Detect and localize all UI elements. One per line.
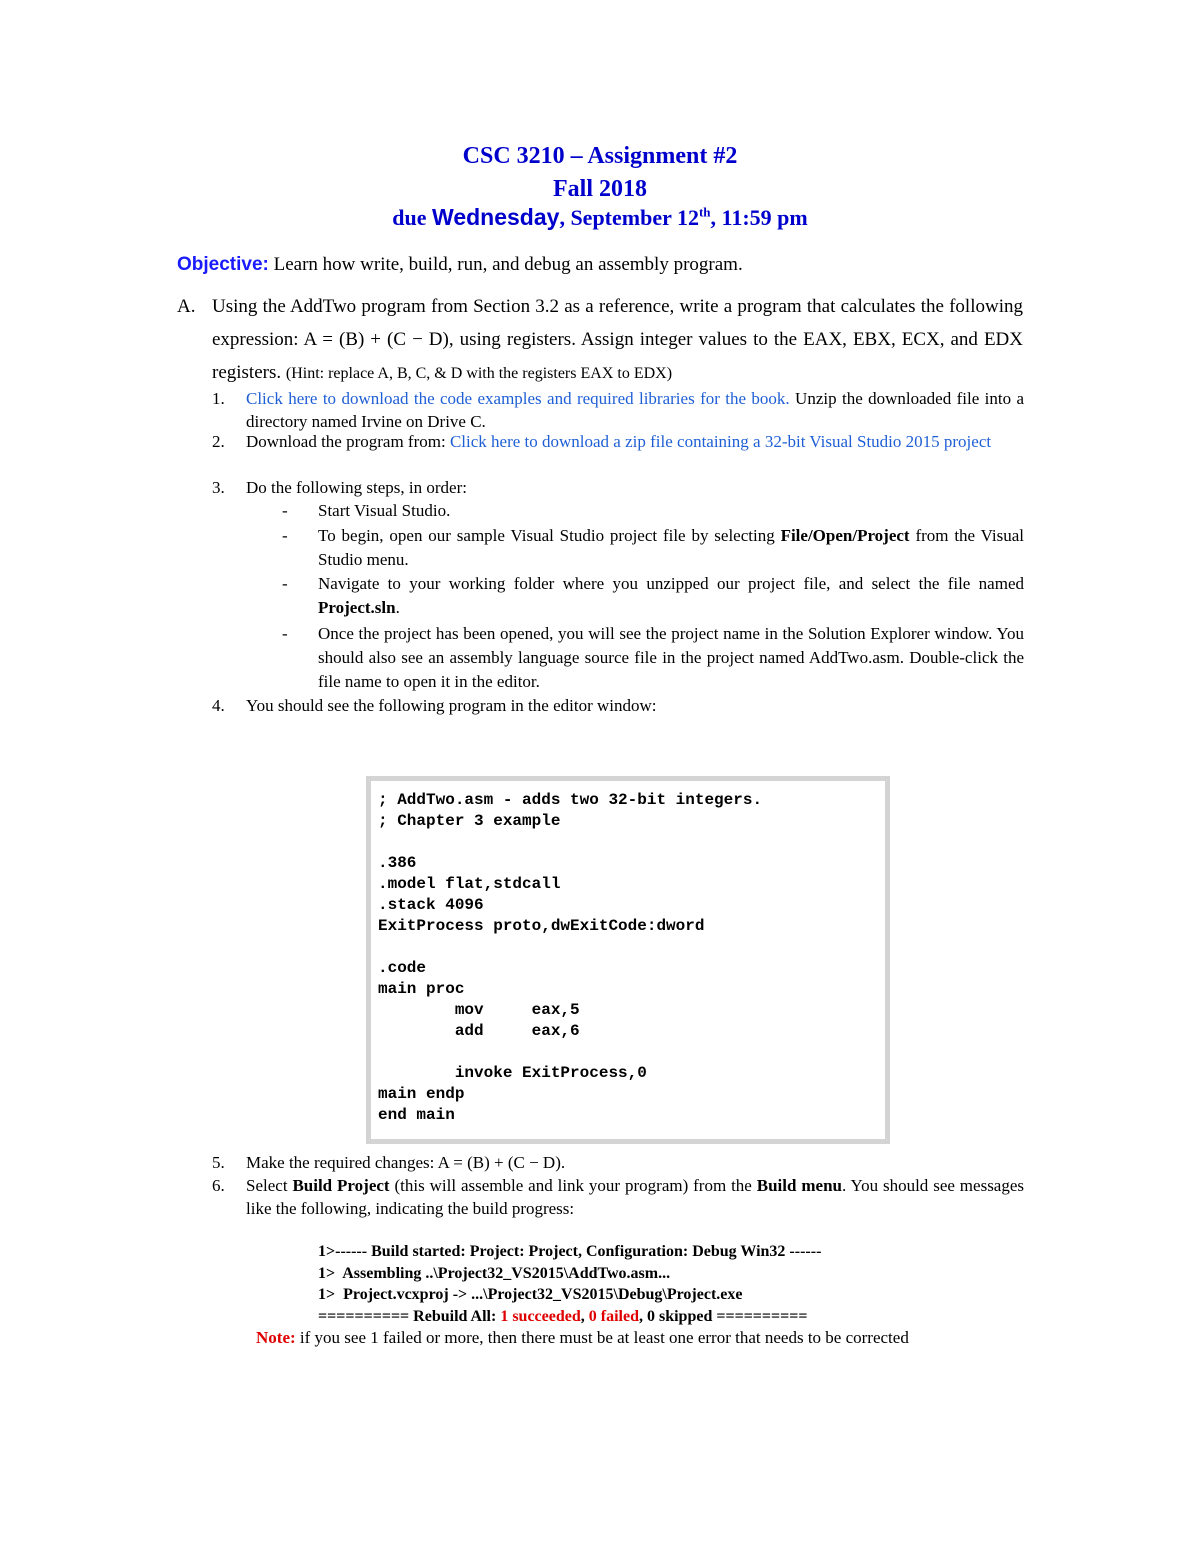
due-day: Wednesday: [432, 204, 560, 230]
substep-2-body: [318, 524, 1024, 572]
rebuild-prefix: ========== Rebuild All:: [318, 1308, 501, 1325]
due-time: , 11:59 pm: [710, 205, 808, 230]
substep-2-post: from the Visual Studio menu.: [318, 526, 1025, 569]
step-5: [212, 1151, 1024, 1174]
part-a: [177, 290, 1023, 390]
part-a-text: Using the AddTwo program from Section 3.2 as a reference, write a program that calculates the following expression: A = (B) + (C − D), using registers. Assign integer values to the EAX, EBX, ECX, and EDX registers.: [212, 296, 1023, 383]
step-4: [212, 694, 1024, 717]
rebuild-separator: ,: [580, 1308, 589, 1325]
build-menu-name: Build menu: [756, 1176, 842, 1195]
due-date: [0, 204, 1200, 231]
step-3-number: 3.: [212, 478, 225, 497]
step-6-pre: Select: [246, 1176, 293, 1195]
note-label: Note:: [256, 1328, 296, 1347]
substep-3-body: [318, 572, 1024, 620]
substep-dash: -: [282, 624, 288, 643]
build-project-command: Build Project: [292, 1176, 390, 1195]
substep-1-text: Start Visual Studio.: [318, 501, 451, 520]
build-output-line-3: 1> Project.vcxproj -> ...\Project32_VS2015\Debug\Project.exe: [318, 1286, 743, 1303]
part-a-letter: A.: [177, 296, 196, 317]
step-6-body: [246, 1174, 1024, 1220]
note: [256, 1328, 909, 1348]
objective-label: Objective:: [177, 254, 269, 275]
succeeded-count: 1 succeeded: [500, 1308, 581, 1325]
step-2-number: 2.: [212, 432, 225, 451]
code-listing: ; AddTwo.asm - adds two 32-bit integers. ; Chapter 3 example .386 .model flat,stdcall .stack 4096 ExitProcess proto,dwExitCode:dword .code main proc mov eax,5 add eax,6 invoke ExitProcess,0 main endp end main: [378, 791, 763, 1124]
rebuild-suffix: , 0 skipped ==========: [638, 1308, 808, 1325]
substep-dash: -: [282, 501, 288, 520]
due-prefix: due: [392, 205, 433, 230]
substep-4: [282, 622, 1024, 694]
substep-3: [282, 572, 1024, 620]
due-date-text: , September 12: [559, 205, 699, 230]
substep-dash: -: [282, 574, 288, 593]
step-2-body: [246, 430, 1024, 453]
substep-2: [282, 524, 1024, 572]
step-2: [212, 430, 1024, 453]
due-date-suffix: th: [698, 204, 711, 220]
step-4-text: You should see the following program in the editor window:: [246, 696, 657, 715]
download-book-libraries-link[interactable]: Click here to download the code examples and required libraries for the book.: [246, 389, 790, 408]
build-output-line-1: 1>------ Build started: Project: Project, Configuration: Debug Win32 ------: [318, 1243, 822, 1260]
part-a-hint: (Hint: replace A, B, C, & D with the registers EAX to EDX): [285, 365, 673, 382]
build-output-line-2: 1> Assembling ..\Project32_VS2015\AddTwo.asm...: [318, 1265, 671, 1282]
substep-3-post: .: [395, 598, 400, 617]
download-project-link[interactable]: Click here to download a zip file containing a 32-bit Visual Studio 2015 project: [449, 432, 992, 451]
step-1-number: 1.: [212, 389, 225, 408]
step-1-text: Unzip the downloaded file into a directory named Irvine on Drive C.: [246, 389, 1024, 431]
step-4-number: 4.: [212, 696, 225, 715]
step-6-number: 6.: [212, 1176, 225, 1195]
step-1-body: [246, 387, 1024, 433]
substep-dash: -: [282, 526, 288, 545]
step-1: [212, 387, 1024, 433]
objective: [177, 254, 743, 276]
substep-4-text: Once the project has been opened, you will see the project name in the Solution Explorer window. You should also see an assembly language source file in the project named AddTwo.asm. Double-click the file name to open it in the editor.: [318, 624, 1024, 691]
menu-path: File/Open/Project: [780, 526, 910, 545]
step-6-mid: (this will assemble and link your program) from the: [389, 1176, 757, 1195]
step-6: [212, 1174, 1024, 1220]
failed-count: 0 failed: [588, 1308, 639, 1325]
substep-3-pre: Navigate to your working folder where you unzipped our project file, and select the file named: [318, 574, 1024, 593]
objective-text: Learn how write, build, run, and debug an assembly program.: [268, 254, 743, 275]
step-3-text: Do the following steps, in order:: [246, 478, 467, 497]
term: Fall 2018: [553, 176, 647, 202]
note-text: if you see 1 failed or more, then there must be at least one error that needs to be corrected: [295, 1328, 909, 1347]
step-5-number: 5.: [212, 1153, 225, 1172]
assignment-title: CSC 3210 – Assignment #2: [462, 143, 738, 169]
build-output-line-4: [318, 1306, 808, 1327]
substep-1: [282, 499, 1024, 523]
step-3: [212, 476, 1024, 499]
substep-2-pre: To begin, open our sample Visual Studio project file by selecting: [318, 526, 781, 545]
file-name: Project.sln: [318, 598, 396, 617]
part-a-body: [212, 290, 1023, 390]
step-5-text: Make the required changes: A = (B) + (C − D).: [246, 1153, 566, 1172]
step-6-post: . You should see messages like the following, indicating the build progress:: [246, 1176, 1025, 1218]
step-2-text: Download the program from:: [246, 432, 450, 451]
